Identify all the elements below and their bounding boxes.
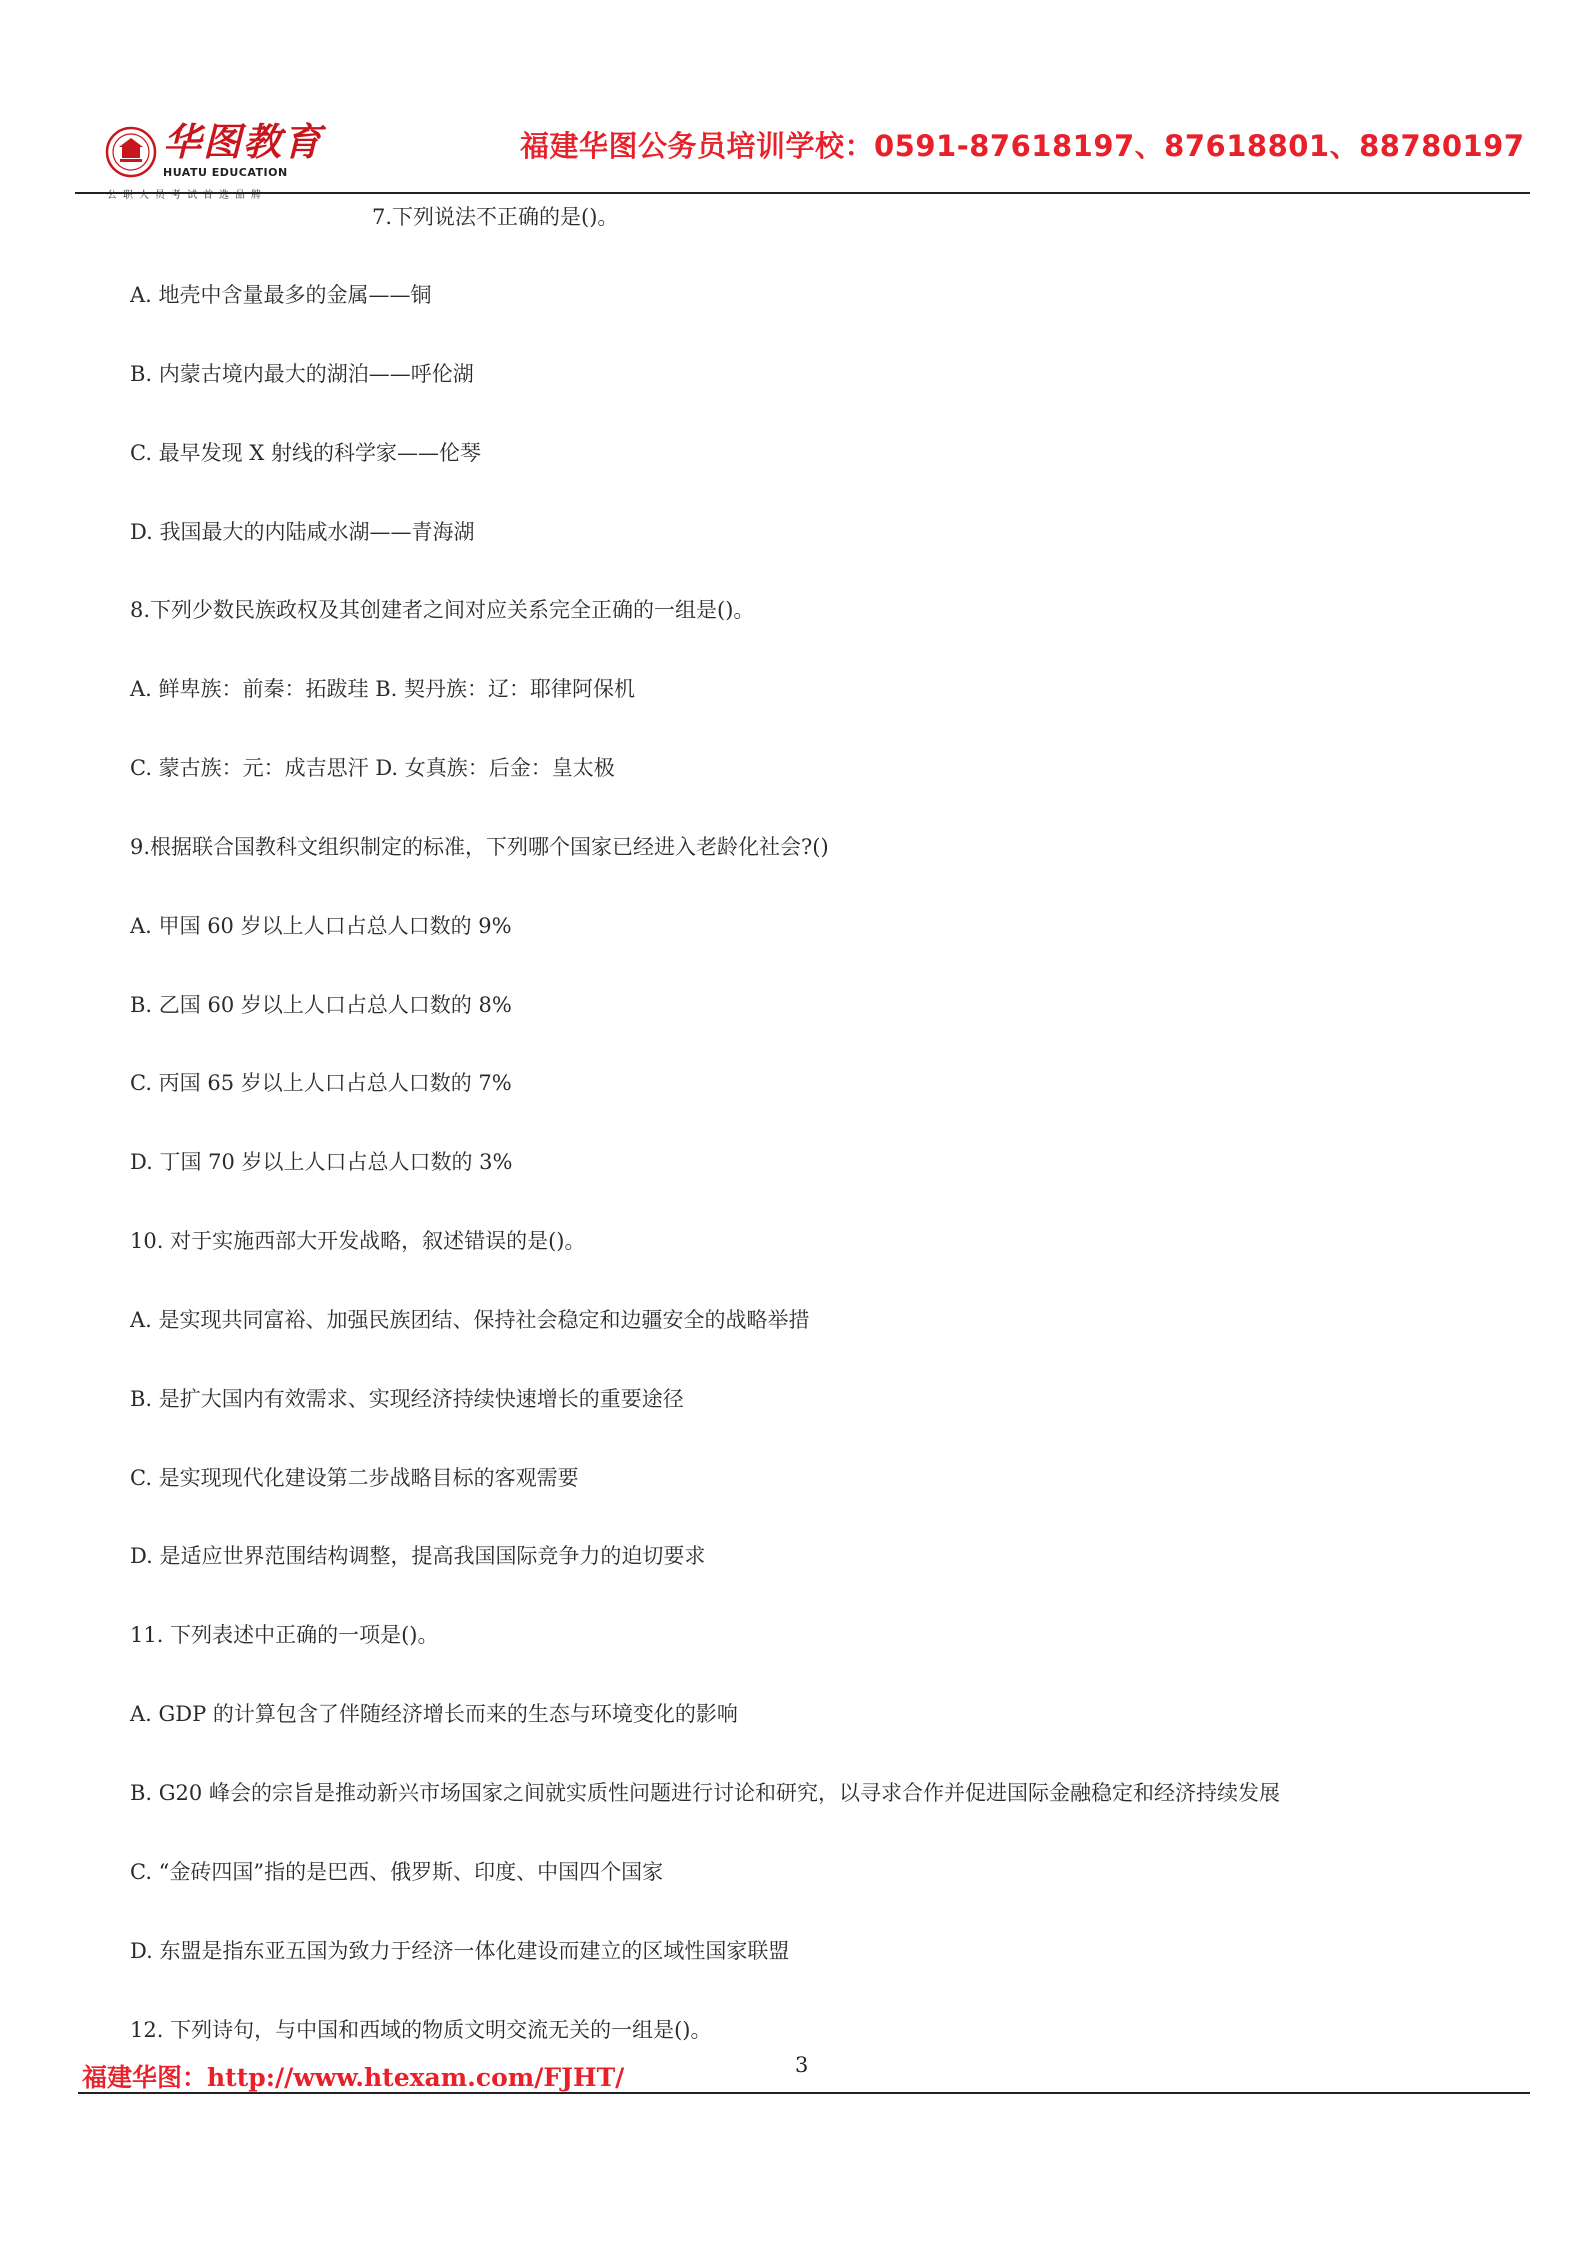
question-option: B. 是扩大国内有效需求、实现经济持续快速增长的重要途径 bbox=[130, 1387, 684, 1411]
question-option: B. 乙国 60 岁以上人口占总人口数的 8% bbox=[130, 993, 512, 1017]
question-option: C. 丙国 65 岁以上人口占总人口数的 7% bbox=[130, 1071, 512, 1095]
question-stem: 12. 下列诗句，与中国和西域的物质文明交流无关的一组是()。 bbox=[130, 2018, 712, 2042]
question-option: D. 丁国 70 岁以上人口占总人口数的 3% bbox=[130, 1150, 513, 1174]
question-option: A. 是实现共同富裕、加强民族团结、保持社会稳定和边疆安全的战略举措 bbox=[130, 1308, 810, 1332]
question-stem: 7.下列说法不正确的是()。 bbox=[372, 205, 619, 229]
question-option: C. 是实现现代化建设第二步战略目标的客观需要 bbox=[130, 1466, 579, 1490]
logo-slogan-text: 公职人员考试首选品牌 bbox=[107, 190, 267, 201]
question-stem: 8.下列少数民族政权及其创建者之间对应关系完全正确的一组是()。 bbox=[130, 598, 755, 622]
question-stem: 11. 下列表述中正确的一项是()。 bbox=[130, 1623, 439, 1647]
question-option: B. G20 峰会的宗旨是推动新兴市场国家之间就实质性问题进行讨论和研究，以寻求合作并促进国际金融稳定和经济持续发展 bbox=[130, 1781, 1280, 1805]
footer-website-link[interactable]: 福建华图：http://www.htexam.com/FJHT/ bbox=[82, 2063, 625, 2092]
question-option: C. 最早发现 X 射线的科学家——伦琴 bbox=[130, 441, 481, 465]
header-contact-info: 福建华图公务员培训学校：0591-87618197、87618801、88780197 bbox=[520, 129, 1525, 163]
page-number: 3 bbox=[795, 2053, 809, 2077]
question-option: D. 东盟是指东亚五国为致力于经济一体化建设而建立的区域性国家联盟 bbox=[130, 1939, 790, 1963]
question-option: D. 是适应世界范围结构调整，提高我国国际竞争力的迫切要求 bbox=[130, 1544, 706, 1568]
logo-brand-text: 华图教育 bbox=[163, 120, 324, 164]
question-option: B. 内蒙古境内最大的湖泊——呼伦湖 bbox=[130, 362, 474, 386]
question-option: C. “金砖四国”指的是巴西、俄罗斯、印度、中国四个国家 bbox=[130, 1860, 664, 1884]
footer-divider bbox=[78, 2092, 1530, 2094]
question-stem: 10. 对于实施西部大开发战略，叙述错误的是()。 bbox=[130, 1229, 586, 1253]
question-option: C. 蒙古族：元：成吉思汗 D. 女真族：后金：皇太极 bbox=[130, 756, 615, 780]
question-option: D. 我国最大的内陆咸水湖——青海湖 bbox=[130, 520, 475, 544]
question-option: A. GDP 的计算包含了伴随经济增长而来的生态与环境变化的影响 bbox=[130, 1702, 738, 1726]
question-option: A. 甲国 60 岁以上人口占总人口数的 9% bbox=[130, 914, 512, 938]
question-stem: 9.根据联合国教科文组织制定的标准，下列哪个国家已经进入老龄化社会?() bbox=[130, 835, 829, 859]
logo-english-text: HUATU EDUCATION bbox=[163, 166, 288, 179]
question-option: A. 鲜卑族：前秦：拓跋珪 B. 契丹族：辽：耶律阿保机 bbox=[130, 677, 635, 701]
question-option: A. 地壳中含量最多的金属——铜 bbox=[130, 283, 432, 307]
